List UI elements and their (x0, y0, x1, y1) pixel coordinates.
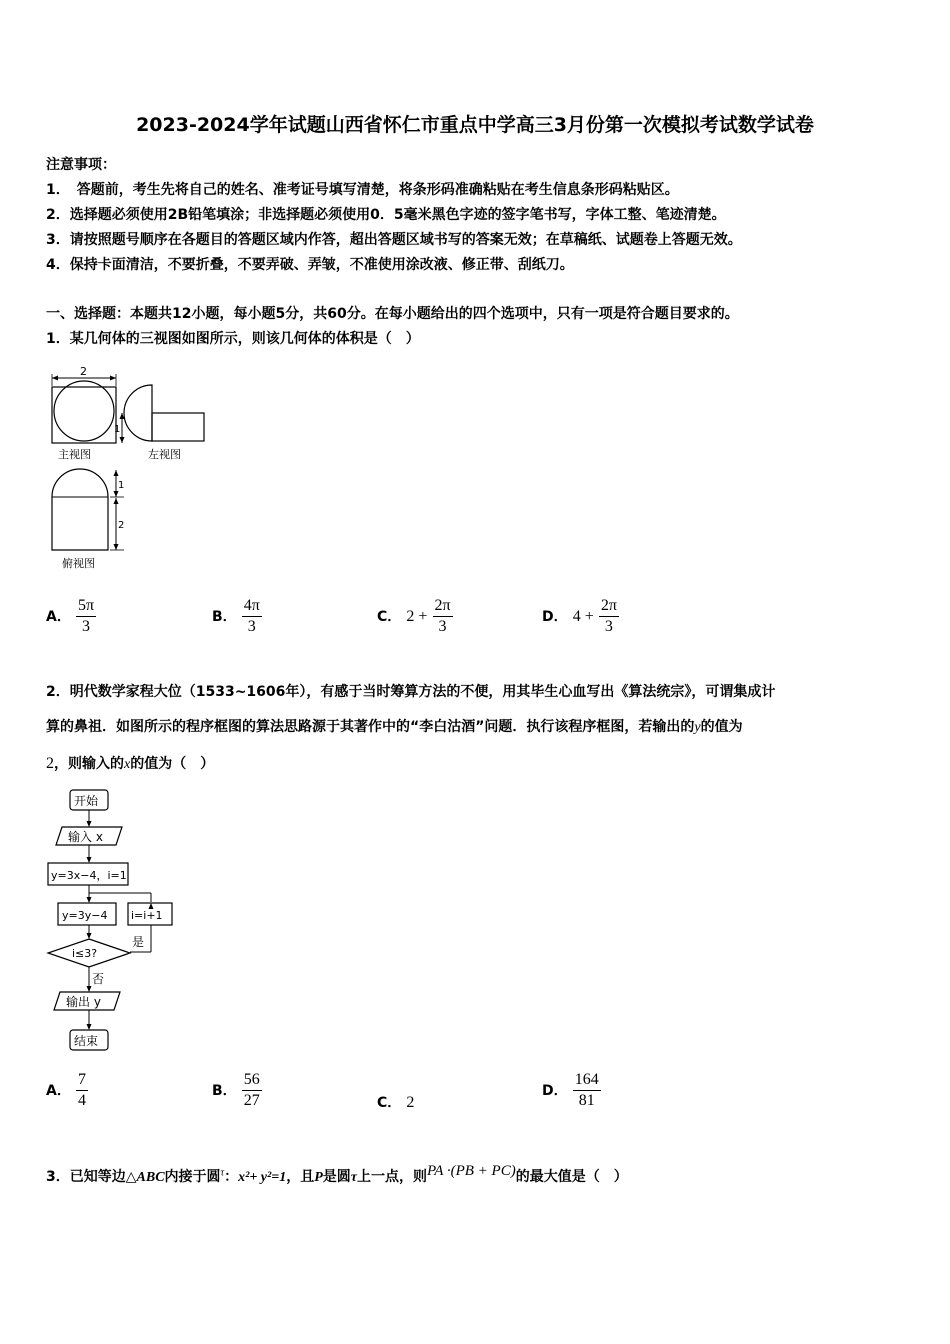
dim-side: 1 (114, 424, 121, 435)
option-fraction: $\frac{2\pi}{3}$ (600, 597, 617, 635)
flow-end: 结束 (74, 1034, 99, 1048)
dim-bottom-1: 1 (118, 480, 125, 491)
front-view (52, 365, 116, 461)
q1-stem: 1．某几何体的三视图如图所示，则该几何体的体积是（ ） (46, 331, 420, 347)
flow-update-y: y=3y−4 (62, 909, 108, 922)
q1-option-d[interactable] (542, 596, 619, 637)
flow-yes: 是 (132, 935, 145, 949)
option-fraction: $\frac{7}{4}$ (77, 1071, 86, 1109)
option-fraction: $\frac{56}{27}$ (243, 1071, 260, 1109)
three-view-figure (44, 364, 224, 574)
flow-no: 否 (92, 972, 105, 986)
label-top-view: 俯视图 (62, 557, 95, 570)
option-label: C． (377, 1095, 402, 1111)
option-fraction: $\frac{2\pi}{3}$ (434, 597, 451, 635)
top-view (52, 469, 124, 570)
q2-option-c[interactable] (377, 1092, 414, 1112)
q2-stem-line3: 2，则输入的x的值为（ ） (46, 755, 215, 772)
option-label: B． (212, 1083, 237, 1099)
flow-start: 开始 (74, 794, 99, 808)
q2-option-b[interactable] (212, 1070, 262, 1111)
q2-option-a[interactable] (46, 1070, 88, 1111)
option-value: 2 (406, 1094, 415, 1111)
q2-stem-line1: 2．明代数学家程大位（1533~1606年），有感于当时筹算方法的不便，用其毕生心血写出《算法统宗》，可谓集成计 (46, 684, 776, 700)
option-label: B． (212, 609, 237, 625)
notice-heading: 注意事项： (46, 157, 116, 173)
flow-init: y=3x−4，i=1 (51, 869, 127, 882)
flowchart (44, 786, 184, 1058)
page-title: 2023-2024学年试题山西省怀仁市重点中学高三3月份第一次模拟考试数学试卷 (136, 114, 814, 136)
q1-option-a[interactable] (46, 596, 96, 637)
section-heading: 一、选择题：本题共12小题，每小题5分，共60分。在每小题给出的四个选项中，只有一项是符合题目要求的。 (46, 306, 739, 322)
option-fraction: $\frac{164}{81}$ (574, 1071, 599, 1109)
option-label: A． (46, 609, 71, 625)
option-prefix: 4 + (572, 608, 594, 625)
label-left-view: 左视图 (148, 448, 181, 461)
q2-option-d[interactable] (542, 1070, 601, 1111)
option-label: C． (377, 609, 402, 625)
notice-item-3: 3．请按照题号顺序在各题目的答题区域内作答，超出答题区域书写的答案无效；在草稿纸、试题卷上答题无效。 (46, 232, 742, 248)
flow-cond: i≤3? (72, 947, 98, 960)
q2-stem-line2: 算的鼻祖．如图所示的程序框图的算法思路源于其著作中的“李白沽酒”问题．执行该程序框图，若输出的y的值为 (46, 719, 743, 735)
option-label: D． (542, 609, 568, 625)
option-fraction: $\frac{5\pi}{3}$ (77, 597, 95, 635)
label-front-view: 主视图 (58, 448, 91, 461)
option-label: A． (46, 1083, 71, 1099)
notice-item-4: 4．保持卡面清洁，不要折叠，不要弄破、弄皱，不准使用涂改液、修正带、刮纸刀。 (46, 257, 574, 273)
q1-option-b[interactable] (212, 596, 262, 637)
left-view (124, 385, 204, 461)
dim-bottom-2: 2 (118, 520, 125, 531)
notice-item-1: 1． 答题前，考生先将自己的姓名、准考证号填写清楚，将条形码准确粘贴在考生信息条形码粘贴区。 (46, 182, 679, 198)
option-prefix: 2 + (406, 608, 428, 625)
flow-input: 输入 x (68, 830, 103, 844)
flow-update-i: i=i+1 (131, 909, 163, 922)
option-fraction: $\frac{4\pi}{3}$ (243, 597, 260, 635)
q3-stem: 3．已知等边△ABC内接于圆$^\tau$：x²+ y²=1，且P是圆τ上一点，则PA ·(PB + PC)的最大值是（ ） (46, 1163, 628, 1185)
q1-option-c[interactable] (377, 596, 453, 637)
notice-item-2: 2．选择题必须使用2B铅笔填涂；非选择题必须使用0．5毫米黑色字迹的签字笔书写，字体工整、笔迹清楚。 (46, 207, 726, 223)
dim-top: 2 (80, 365, 87, 378)
flow-output: 输出 y (66, 995, 101, 1009)
option-label: D． (542, 1083, 568, 1099)
